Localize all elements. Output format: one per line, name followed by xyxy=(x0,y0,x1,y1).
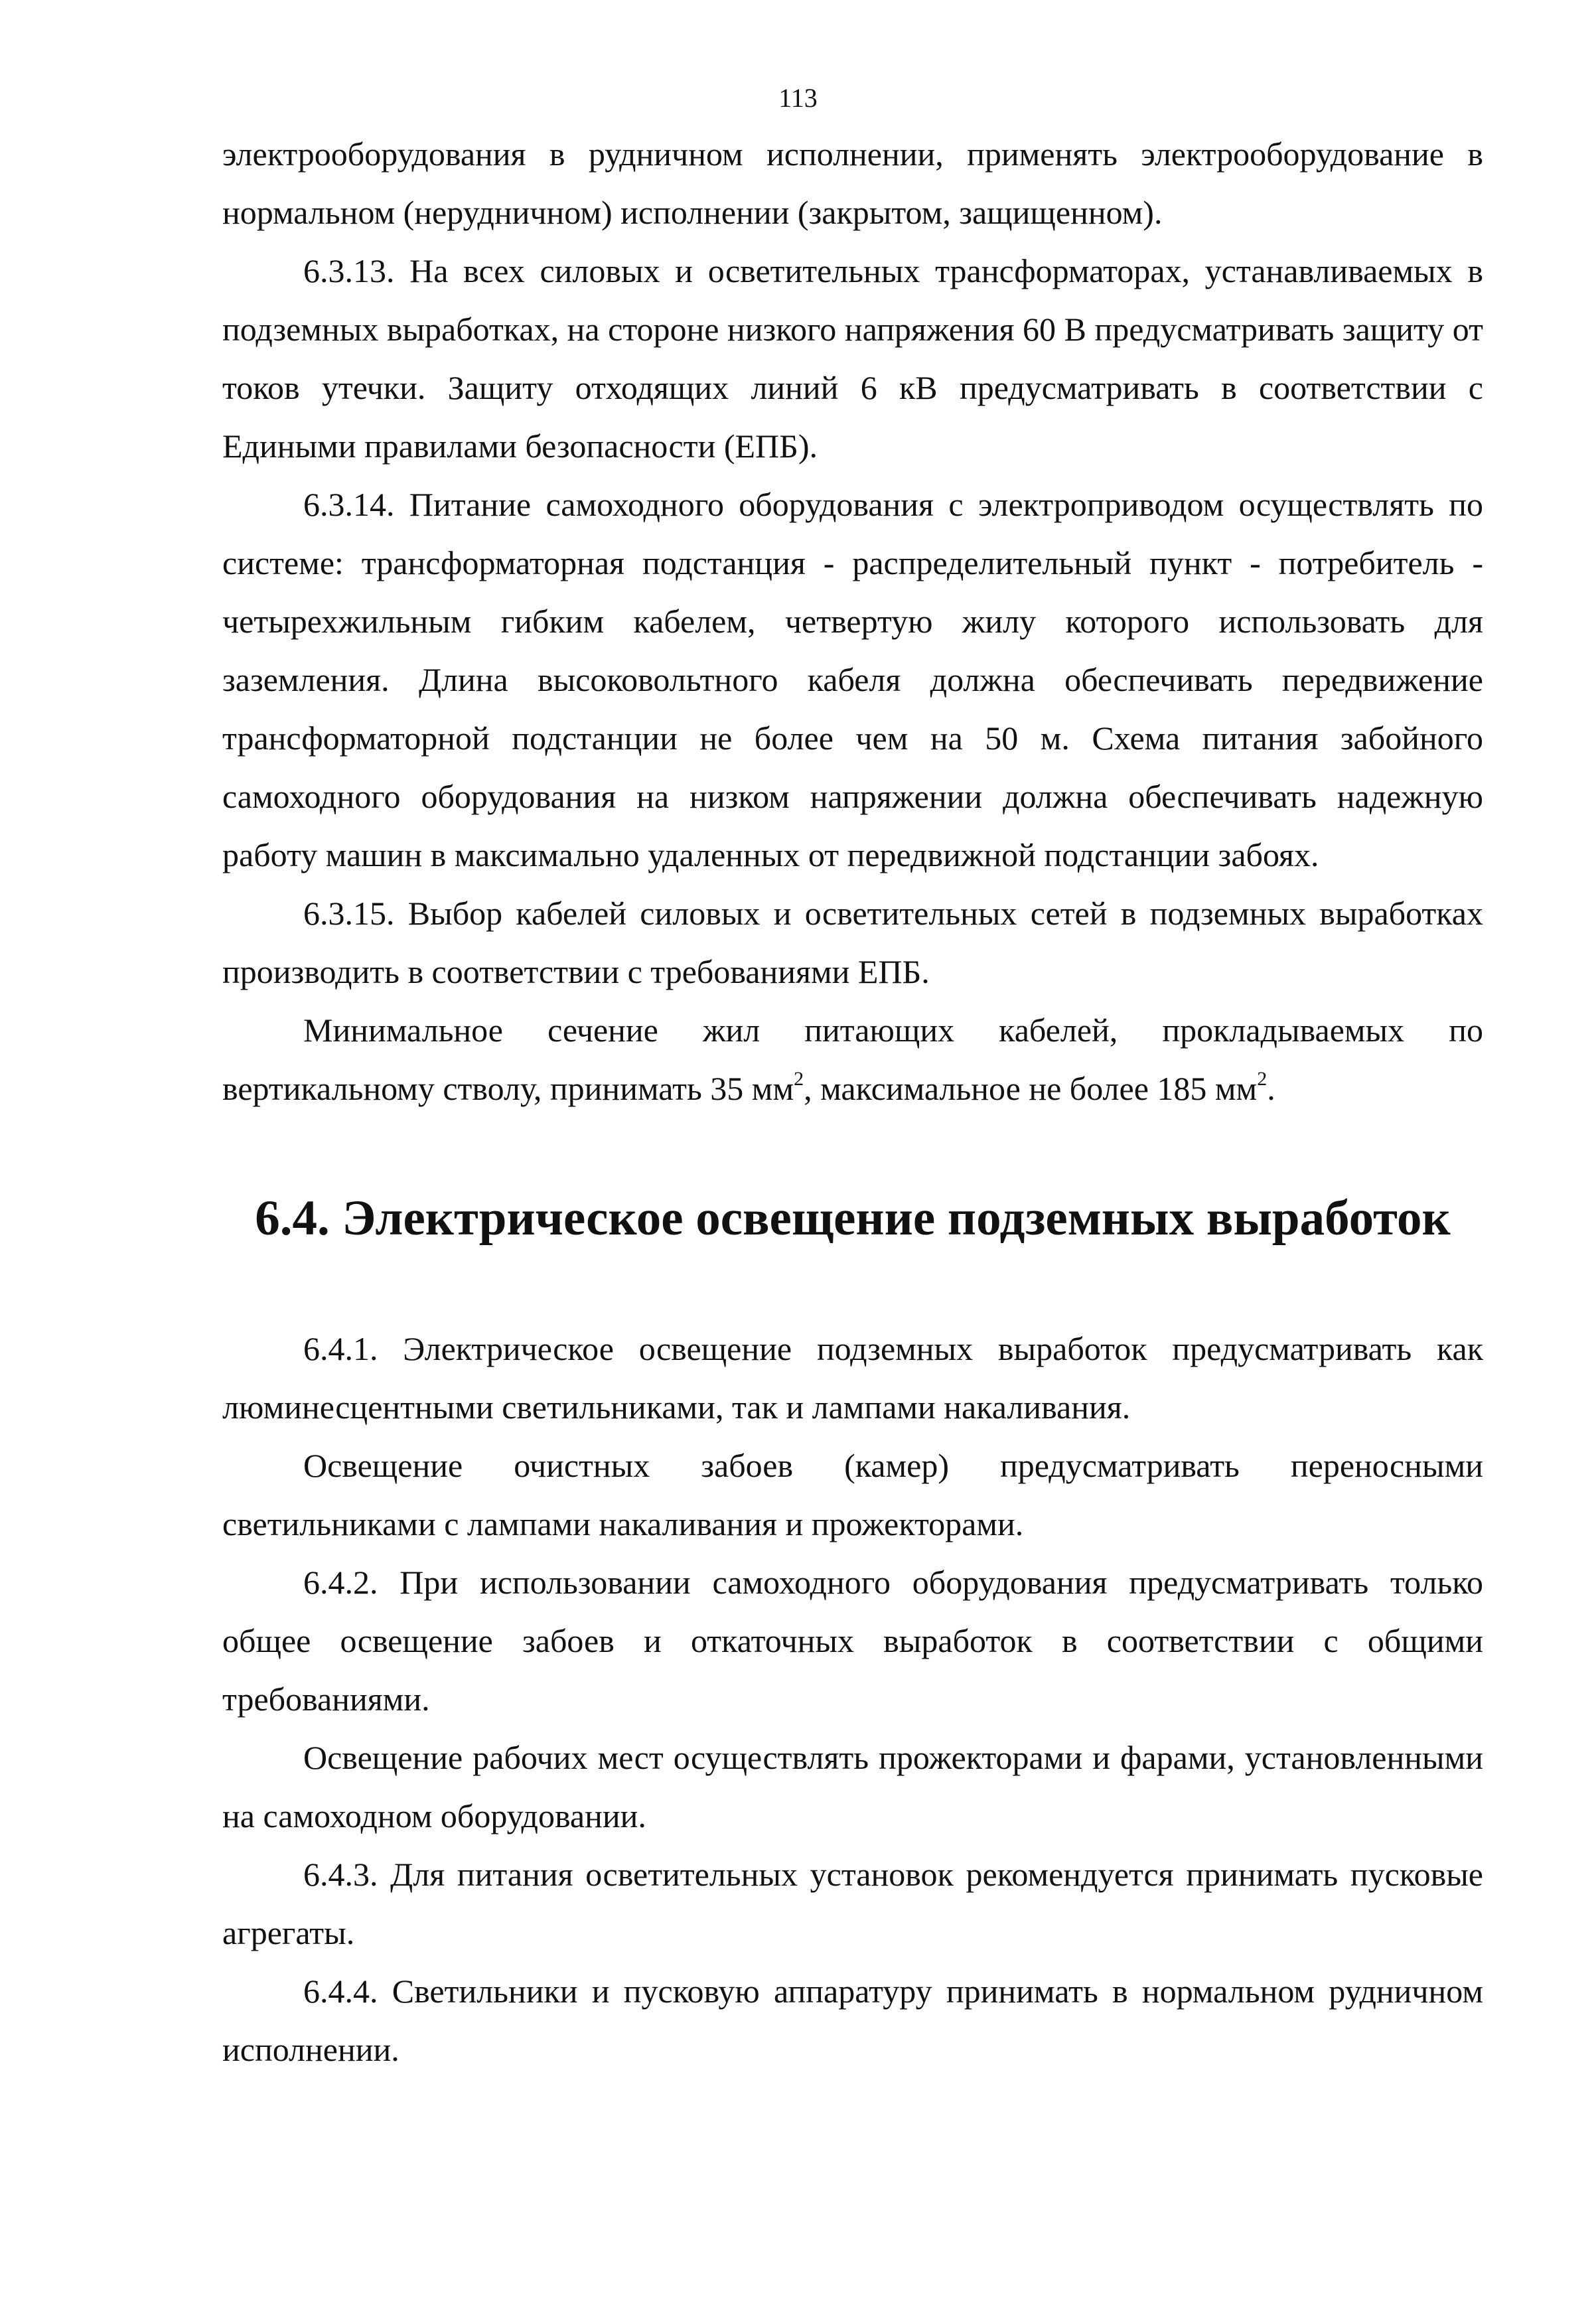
paragraph-lighting-faces: Освещение очистных забоев (камер) предусматривать переносными светильниками с лампами накаливания и прожекторами. xyxy=(222,1447,1483,1542)
paragraph-cable-section xyxy=(222,1001,1483,1118)
paragraph-6-4-4: 6.4.4. Светильники и пусковую аппаратуру принимать в нормальном рудничном исполнении. xyxy=(222,1973,1483,2068)
cable-section-text-2: , максимальное не более 185 мм xyxy=(804,1070,1258,1107)
section-heading: 6.4. Электрическое освещение подземных выработок xyxy=(255,1191,1451,1246)
paragraph-6-3-14: 6.3.14. Питание самоходного оборудования с электроприводом осуществлять по системе: трансформаторная подстанция - распределительный пункт - потребитель - четырехжильным гибким кабелем, четвертую жилу которого использовать для заземления. Длина высоковольтного кабеля должна обеспечивать передвижение трансформаторной подстанции не более чем на 50 м. Схема питания забойного самоходного оборудования на низком напряжении должна обеспечивать надежную работу машин в максимально удаленных от передвижной подстанции забоях. xyxy=(222,486,1483,873)
paragraph-continuation: электрооборудования в рудничном исполнении, применять электрооборудование в нормальном (нерудничном) исполнении (закрытом, защищенном). xyxy=(222,135,1483,231)
paragraph-6-4-1: 6.4.1. Электрическое освещение подземных выработок предусматривать как люминесцентными светильниками, так и лампами накаливания. xyxy=(222,1330,1483,1426)
paragraph-6-3-15: 6.3.15. Выбор кабелей силовых и осветительных сетей в подземных выработках производить в соответствии с требованиями ЕПБ. xyxy=(222,895,1483,990)
page-body xyxy=(222,125,1483,2079)
cable-section-text-3: . xyxy=(1267,1070,1275,1107)
superscript-squared: 2 xyxy=(794,1068,804,1090)
cable-section-text-1: Минимальное сечение жил питающих кабелей, прокладываемых по вертикальному стволу, принимать 35 мм xyxy=(222,1011,1483,1107)
paragraph-6-3-13: 6.3.13. На всех силовых и осветительных трансформаторах, устанавливаемых в подземных выработках, на стороне низкого напряжения 60 В предусматривать защиту от токов утечки. Защиту отходящих линий 6 кВ предусматривать в соответствии с Едиными правилами безопасности (ЕПБ). xyxy=(222,252,1483,465)
paragraph-6-4-2: 6.4.2. При использовании самоходного оборудования предусматривать только общее освещение забоев и откаточных выработок в соответствии с общими требованиями. xyxy=(222,1564,1483,1718)
paragraph-workplace-lighting: Освещение рабочих мест осуществлять прожекторами и фарами, установленными на самоходном оборудовании. xyxy=(222,1739,1483,1834)
paragraph-6-4-3: 6.4.3. Для питания осветительных установок рекомендуется принимать пусковые агрегаты. xyxy=(222,1856,1483,1951)
superscript-squared: 2 xyxy=(1257,1068,1268,1090)
page-number: 113 xyxy=(778,83,818,113)
